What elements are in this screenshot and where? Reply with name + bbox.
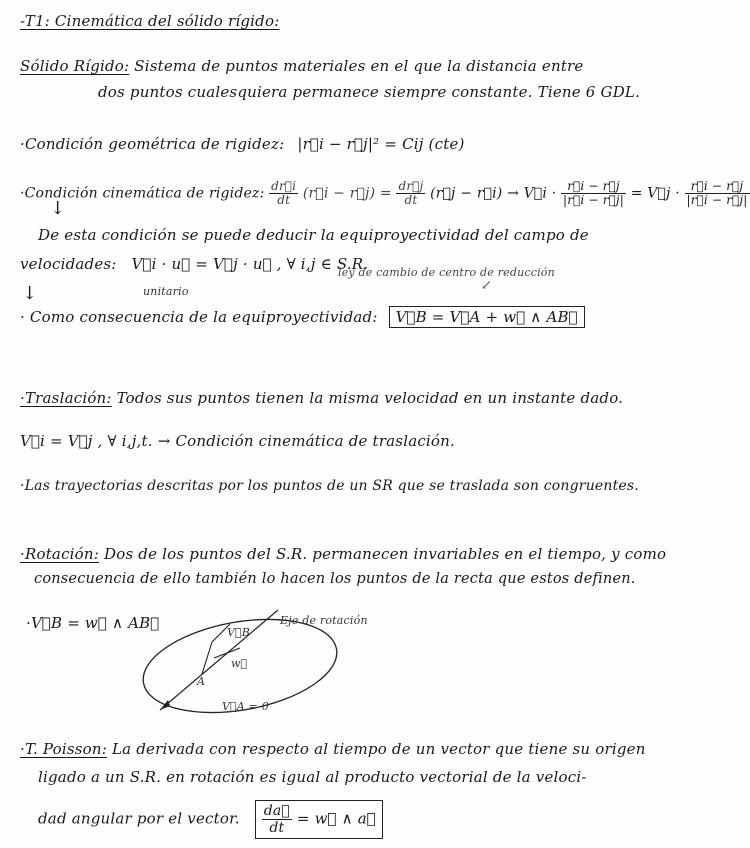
cond-cin [20,180,750,207]
poisson-formula: $\frac{da⃗}{dt}$ = w⃗ ∧ a⃗ [255,800,383,839]
traslacion-text: Todos sus puntos tienen la misma velocidad en un instante dado. [116,389,624,407]
equip-line1: De esta condición se puede deducir la equiproyectividad del campo de [38,226,589,244]
solido-text1: Sistema de puntos materiales en el que la distancia entre [134,57,584,75]
rotacion-line1 [20,545,666,563]
traslacion-formula: V⃗i = V⃗j , ∀ i,j,t. [20,432,153,450]
arrow-down-icon: ↓ [50,198,66,219]
ab-segment [202,642,212,674]
frac-unit-a: $\frac{r⃗i - r⃗j}{|r⃗i - r⃗j|}$ [563,179,625,207]
axis-arrowhead [160,700,170,710]
cond-geom-formula: |r⃗i − r⃗j|² = Cij (cte) [297,135,465,153]
solido-label: Sólido Rígido: [20,57,130,75]
rotacion-line2: consecuencia de ello también lo hacen los puntos de la recta que estos definen. [34,571,636,587]
cond-cin-part3: = V⃗j · [630,185,680,202]
cond-cin-text: ·Condición cinemática de rigidez: [20,185,265,202]
traslacion-line1 [20,389,623,407]
solido-line1 [20,57,584,75]
equip-formula: V⃗i · u⃗ = V⃗j · u⃗ , ∀ i,j ∈ S.R. [131,255,369,273]
equip-velocidades: velocidades: [20,255,117,273]
solido-line2: dos puntos cualesquiera permanece siempre constante. Tiene 6 GDL. [98,83,641,101]
equip-line2 [20,255,368,273]
cond-geom [20,135,465,153]
frac-drj-dt: $\frac{dr⃗j}{dt}$ [398,179,424,207]
poisson-line1 [20,740,646,758]
cond-cin-part1: (r⃗i − r⃗j) = [302,185,392,202]
cond-cin-part2: (r⃗j − r⃗i) → V⃗i · [430,185,557,202]
traslacion-formula-tail: → Condición cinemática de traslación. [157,432,455,450]
consecuencia-text: · Como consecuencia de la equiproyectividad: [20,308,378,326]
diagram-label-a: A [197,675,206,688]
diagram-label-vb: V⃗B [227,626,251,639]
rotacion-formula: ·V⃗B = w⃗ ∧ AB⃗ [26,614,160,632]
cond-geom-text: ·Condición geométrica de rigidez: [20,135,285,153]
page-title: -T1: Cinemática del sólido rígido: [20,12,280,30]
traslacion-line3: ·Las trayectorias descritas por los puntos de un SR que se traslada son congruentes. [20,478,639,494]
frac-dri-dt: $\frac{dr⃗i}{dt}$ [271,179,297,207]
traslacion-label: ·Traslación: [20,389,112,407]
ley-arrow-icon: ↙ [481,278,492,293]
poisson-line2: ligado a un S.R. en rotación es igual al producto vectorial de la veloci- [38,768,587,786]
rotacion-text1: Dos de los puntos del S.R. permanecen invariables en el tiempo, y como [103,545,667,563]
arrow-down-icon-2: ↓ [22,283,38,304]
diagram-label-va: V⃗A = 0 [222,700,269,713]
rotacion-label: ·Rotación: [20,545,100,563]
diagram-label-w: w⃗ [231,657,248,670]
poisson-label: ·T. Poisson: [20,740,107,758]
consecuencia-formula: V⃗B = V⃗A + w⃗ ∧ AB⃗ [389,306,585,328]
consecuencia [20,308,585,326]
traslacion-line2 [20,432,455,450]
ley-note: ley de cambio de centro de reducción [338,266,555,279]
poisson-text1: La derivada con respecto al tiempo de un vector que tiene su origen [111,740,646,758]
frac-unit-b: $\frac{r⃗i - r⃗j}{|r⃗i - r⃗j|}$ [686,179,748,207]
unitario-note: unitario [143,285,189,298]
poisson-text3: dad angular por el vector. [38,809,240,828]
poisson-line3 [38,800,383,839]
diagram-label-eje: Eje de rotación [280,614,368,627]
